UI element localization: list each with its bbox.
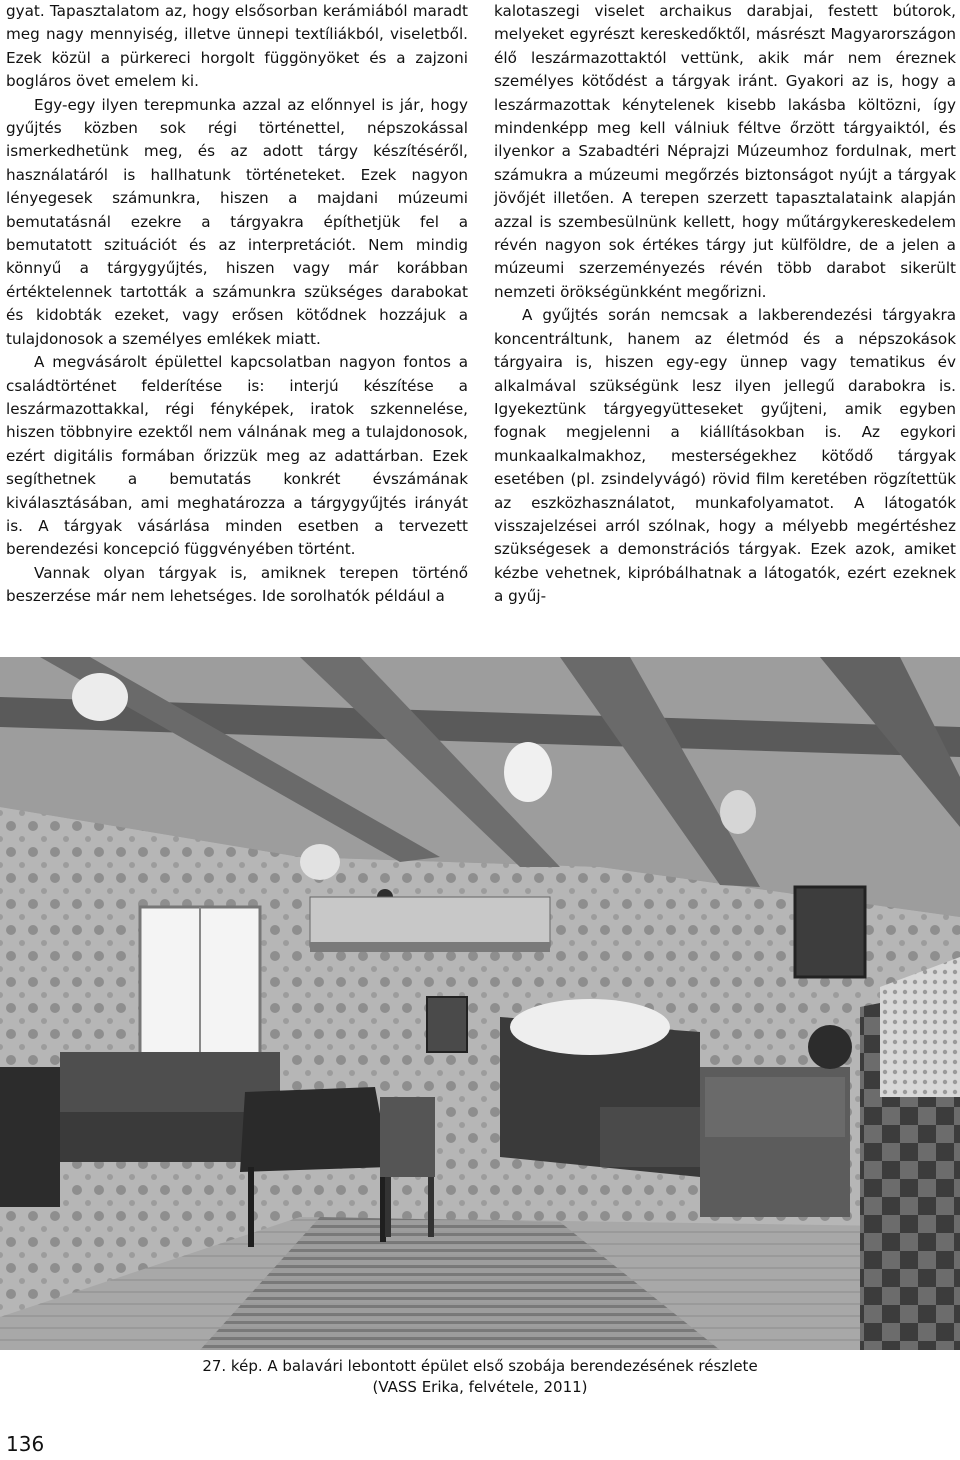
caption-title: 27. kép. A balavári lebontott épület első szobája berendezésének részlete: [202, 1357, 758, 1375]
paragraph: Egy-egy ilyen terepmunka azzal az előnnyel is jár, hogy gyűjtés közben sok régi történettel, népszokással ismerkedhetünk meg, és az adott tárgy készítéséről, használatáról is hallhatunk történeteket. Ezek nagyon lényegesek számunkra, hiszen a majdani múzeumi bemutatásnál ezekre a tárgyakra építhetjük fel a bemutatott szituációt és az interpretációt. Nem mindig könnyű a tárgygyűjtés, hiszen vagy már korábban értéktelennek tartották a számunkra szükséges darabokat és kidobták ezeket, vagy erősen kötődnek hozzájuk a tulajdonosok a személyes emlékek miatt.: [6, 95, 468, 348]
figure-caption: [0, 1356, 960, 1398]
room-interior-illustration: [0, 657, 960, 1350]
paragraph: kalotaszegi viselet archaikus darabjai, festett bútorok, melyeket egyrészt kereskedőktől, másrészt Magyarországon élő leszármazottaktól vettünk, akik már nem éreznek személyes kötődést a tárgyak iránt. Gyakori az is, hogy a leszármazottak kénytelenek kisebb lakásba költözni, így mindenképp meg kell válniuk féltve őrzött tárgyaiktól, és ilyenkor a Szabadtéri Néprajzi Múzeumhoz fordulnak, mert számukra a múzeumi megőrzés biztonságot nyújt a tárgyak jövőjét illetően. A terepen szerzett tapasztalataink alapján azzal is szembesülnünk kellett, hogy műtárgykereskedelem révén nagyon sok értékes tárgy jut külföldre, de a jelen a múzeumi szerzeményezés révén több darabot sikerült nemzeti örökségünkként megőrizni.: [494, 2, 956, 301]
left-text-column: [6, 0, 468, 609]
caption-credit: (VASS Erika, felvétele, 2011): [372, 1378, 588, 1396]
interior-photograph: [0, 657, 960, 1350]
page-number: 136: [6, 1432, 45, 1456]
paragraph: gyat. Tapasztalatom az, hogy elsősorban kerámiából maradt meg nagy mennyiség, illetve ünnepi textíliákból, viseletből. Ezek közül a pürkereci horgolt függönyöket és a zajzoni bogláros övet emelem ki.: [6, 2, 468, 91]
paragraph: A gyűjtés során nemcsak a lakberendezési tárgyakra koncentráltunk, hanem az életmód és a népszokások tárgyaira is, hiszen egy-egy ünnep vagy tematikus év alkalmával szükségünk lesz ilyen jellegű darabokra is. Igyekeztünk tárgyegyütteseket gyűjteni, amik egyben fognak megjelenni a kiállításokban is. Az egykori munkaalkalmakhoz, mesterségekhez kötődő tárgyak esetében (pl. zsindelyvágó) rövid film keretében rögzítettük az eszközhasználatot, munkafolyamatot. A látogatók visszajelzései arról szólnak, hogy a mélyebb megértéshez szükségesek a demonstrációs tárgyak. Ezek azok, amiket kézbe vehetnek, kipróbálhatnak a látogatók, ezért ezeknek a gyűj-: [494, 306, 956, 606]
paragraph: A megvásárolt épülettel kapcsolatban nagyon fontos a családtörténet felderítése is: interjú készítése a leszármazottakkal, régi fényképek, iratok szkennelése, hiszen többnyire ezektől nem válnának meg a tulajdonosok, ezért digitális formában őrizzük meg az adattárban. Ezek segíthetnek a bemutatás konkrét évszámának kiválasztásában, ami meghatározza a tárgygyűjtés irányát is. A tárgyak vásárlása minden esetben a tervezett berendezési koncepció függvényében történt.: [6, 353, 468, 559]
paragraph: Vannak olyan tárgyak is, amiknek terepen történő beszerzése már nem lehetséges. Ide sorolhatók például a: [6, 563, 468, 606]
right-text-column: [494, 0, 956, 609]
